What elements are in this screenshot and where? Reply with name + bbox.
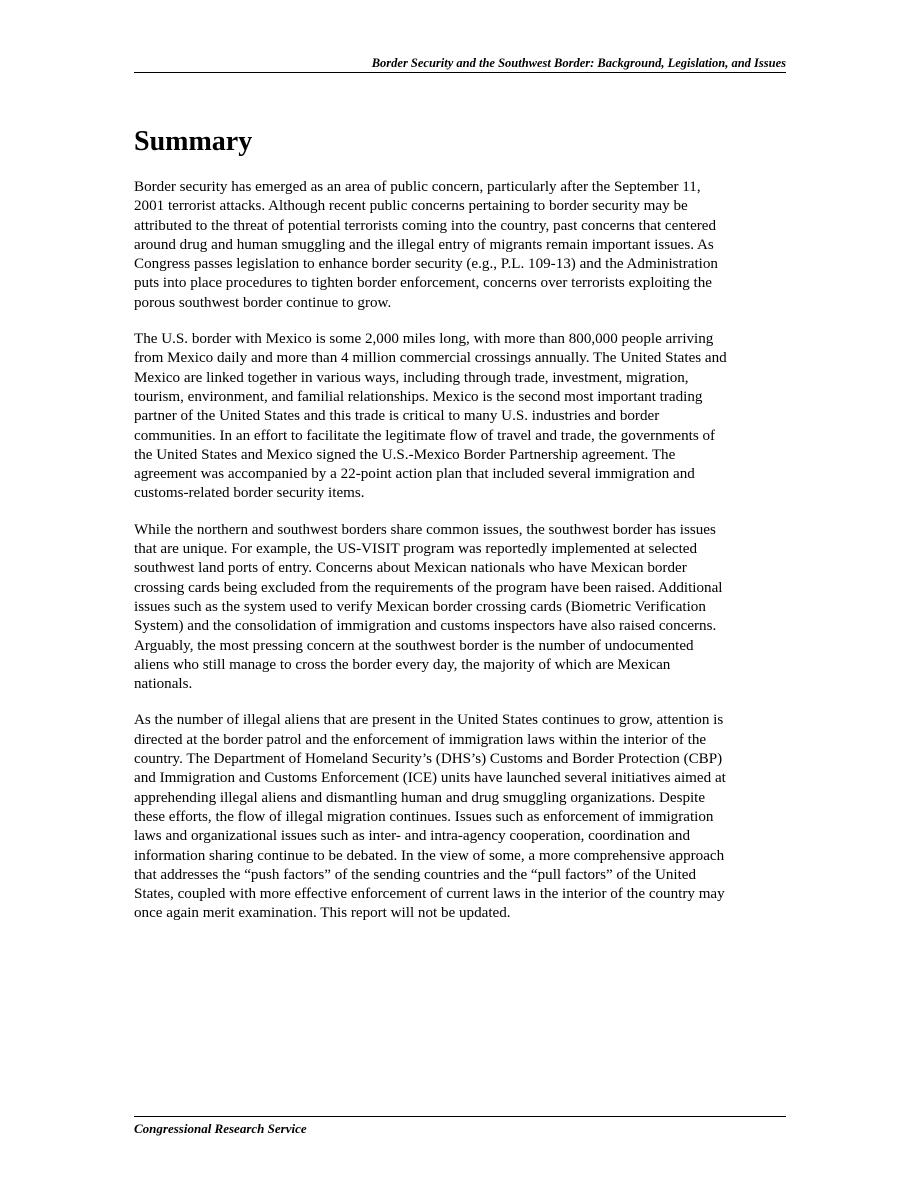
- text-line: partner of the United States and this trade is critical to many U.S. industries and border: [134, 408, 660, 425]
- text-line: issues such as the system used to verify Mexican border crossing cards (Biometric Verification: [134, 598, 706, 615]
- header-divider: [134, 72, 786, 73]
- summary-paragraph-2: [134, 330, 790, 504]
- text-line: directed at the border patrol and the enforcement of immigration laws within the interior of the: [134, 731, 707, 748]
- text-line: and Immigration and Customs Enforcement (ICE) units have launched several initiatives aimed at: [134, 770, 726, 787]
- text-line: southwest land ports of entry. Concerns about Mexican nationals who have Mexican border: [134, 560, 687, 577]
- text-line: 2001 terrorist attacks. Although recent public concerns pertaining to border security may be: [134, 198, 688, 215]
- text-line: As the number of illegal aliens that are present in the United States continues to grow, attention is: [134, 712, 724, 729]
- page-title: Summary: [134, 126, 253, 157]
- text-line: country. The Department of Homeland Security’s (DHS’s) Customs and Border Protection (CBP): [134, 751, 723, 768]
- text-line: agreement was accompanied by a 22-point action plan that included several immigration and: [134, 466, 695, 483]
- text-line: System) and the consolidation of immigration and customs inspectors have also raised concerns.: [134, 618, 717, 635]
- text-line: While the northern and southwest borders share common issues, the southwest border has issues: [134, 521, 716, 538]
- text-line: laws and organizational issues such as inter- and intra-agency cooperation, coordination and: [134, 828, 691, 845]
- running-header: Border Security and the Southwest Border: Background, Legislation, and Issues: [371, 56, 786, 70]
- running-footer: Congressional Research Service: [134, 1121, 307, 1136]
- summary-paragraph-3: [134, 521, 790, 695]
- text-line: information sharing continue to be debated. In the view of some, a more comprehensive approach: [134, 847, 725, 864]
- text-line: Mexico are linked together in various ways, including through trade, investment, migration,: [134, 369, 689, 386]
- text-line: once again merit examination. This report will not be updated.: [134, 905, 511, 922]
- summary-paragraph-1: [134, 178, 790, 313]
- text-line: the United States and Mexico signed the U.S.-Mexico Border Partnership agreement. The: [134, 446, 676, 463]
- text-line: around drug and human smuggling and the illegal entry of migrants remain important issues. As: [134, 236, 714, 253]
- text-line: attributed to the threat of potential terrorists coming into the country, past concerns that centered: [134, 217, 717, 234]
- text-line: tourism, environment, and familial relationships. Mexico is the second most important trading: [134, 388, 703, 405]
- text-line: these efforts, the flow of illegal migration continues. Issues such as enforcement of immigration: [134, 808, 714, 825]
- text-line: communities. In an effort to facilitate the legitimate flow of travel and trade, the governments of: [134, 427, 716, 444]
- text-line: Congress passes legislation to enhance border security (e.g., P.L. 109-13) and the Administration: [134, 256, 718, 273]
- text-line: nationals.: [134, 676, 193, 693]
- text-line: porous southwest border continue to grow.: [134, 294, 392, 311]
- text-line: that are unique. For example, the US-VISIT program was reportedly implemented at selected: [134, 541, 698, 558]
- text-line: customs-related border security items.: [134, 485, 365, 502]
- text-line: crossing cards being excluded from the requirements of the program have been raised. Additional: [134, 579, 723, 596]
- text-line: States, coupled with more effective enforcement of current laws in the interior of the country may: [134, 886, 725, 903]
- footer-divider: [134, 1116, 786, 1117]
- text-line: apprehending illegal aliens and dismantling human and drug smuggling organizations. Despite: [134, 789, 706, 806]
- text-line: that addresses the “push factors” of the sending countries and the “pull factors” of the United: [134, 866, 697, 883]
- text-line: puts into place procedures to tighten border enforcement, concerns over terrorists exploiting the: [134, 275, 712, 292]
- summary-body: [134, 178, 790, 941]
- summary-paragraph-4: [134, 711, 790, 923]
- text-line: The U.S. border with Mexico is some 2,000 miles long, with more than 800,000 people arriving: [134, 331, 714, 348]
- text-line: Border security has emerged as an area of public concern, particularly after the September 11,: [134, 179, 701, 195]
- text-line: from Mexico daily and more than 4 million commercial crossings annually. The United States and: [134, 350, 727, 367]
- text-line: aliens who still manage to cross the border every day, the majority of which are Mexican: [134, 656, 671, 673]
- text-line: Arguably, the most pressing concern at the southwest border is the number of undocumented: [134, 637, 694, 654]
